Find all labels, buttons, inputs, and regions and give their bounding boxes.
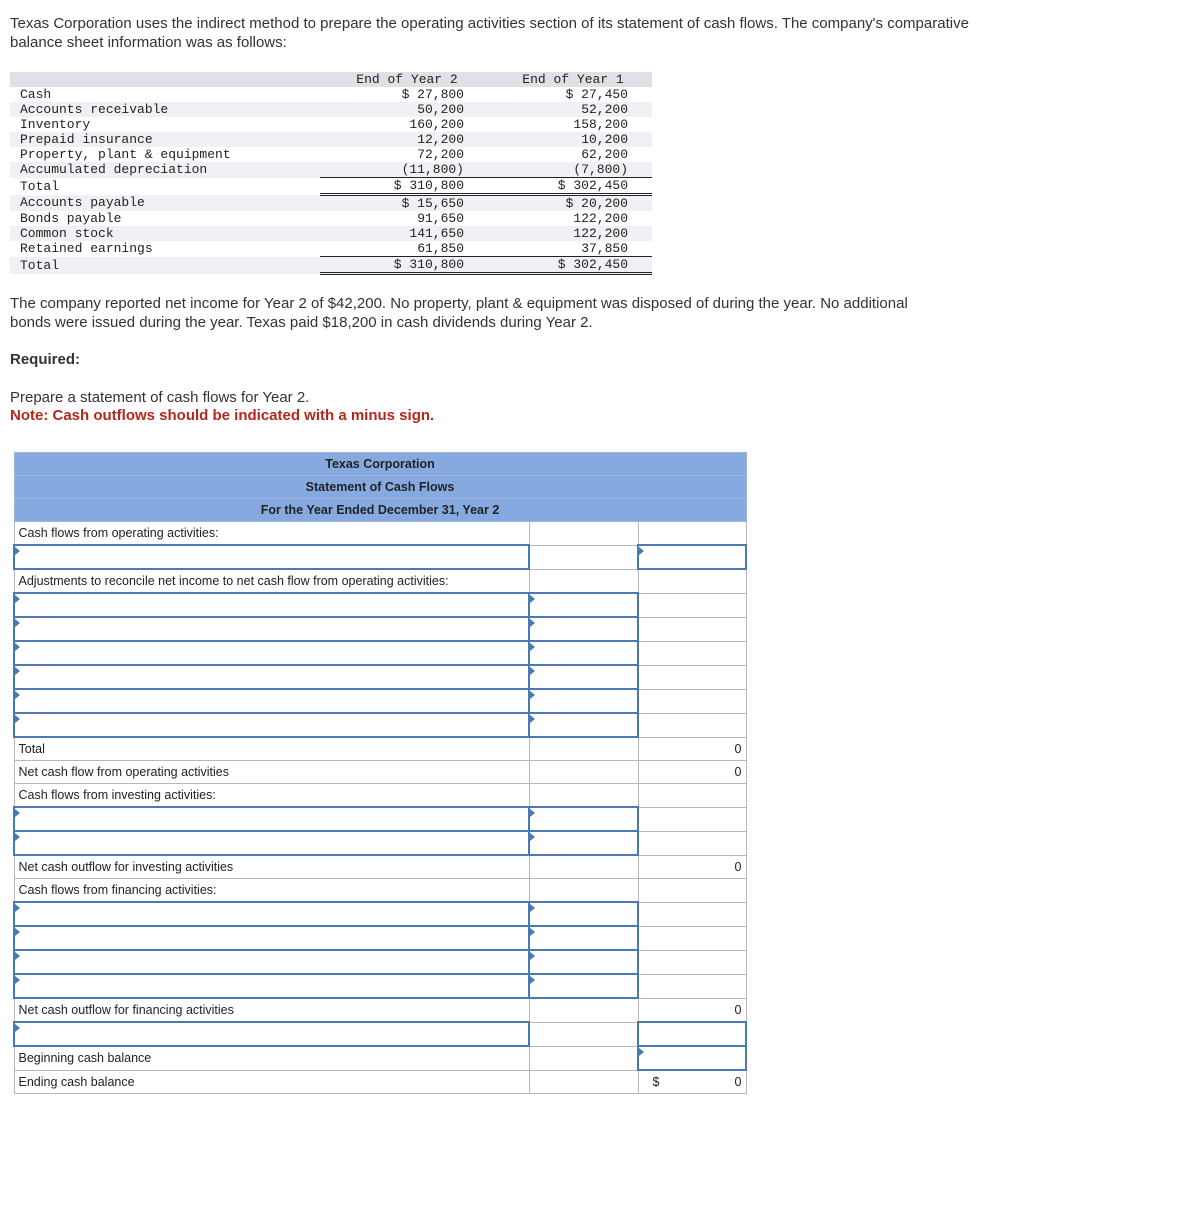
investing-rows bbox=[14, 807, 746, 855]
balance-sheet-row bbox=[10, 178, 652, 195]
entry-row bbox=[14, 617, 746, 641]
dropdown-arrow-icon bbox=[530, 691, 535, 699]
row-label: Prepaid insurance bbox=[10, 132, 320, 147]
entry-label-input[interactable] bbox=[14, 950, 529, 974]
row-label: Total bbox=[20, 178, 60, 194]
ending-value-cell bbox=[638, 1070, 746, 1094]
entry-label-input[interactable] bbox=[14, 665, 529, 689]
entry-row bbox=[14, 713, 746, 737]
inv-heading-row bbox=[14, 784, 746, 808]
ending-currency: $ bbox=[652, 1075, 660, 1089]
entry-label-input[interactable] bbox=[14, 831, 529, 855]
entry-amount-input[interactable] bbox=[529, 950, 638, 974]
year2-value: $ 310,800 bbox=[320, 178, 484, 195]
year2-value: 141,650 bbox=[320, 226, 484, 241]
total-value: 0 bbox=[638, 737, 746, 761]
ending-value: 0 bbox=[734, 1075, 742, 1089]
balance-sheet-row bbox=[10, 132, 652, 147]
year2-value: 12,200 bbox=[320, 132, 484, 147]
dropdown-arrow-icon bbox=[15, 547, 20, 555]
net-fin-label: Net cash outflow for financing activities bbox=[14, 998, 529, 1022]
ending-row bbox=[14, 1070, 746, 1094]
dropdown-arrow-icon bbox=[530, 976, 535, 984]
entry-label-input[interactable] bbox=[14, 974, 529, 998]
year2-value: (11,800) bbox=[320, 162, 484, 178]
fin-heading-row bbox=[14, 879, 746, 903]
entry-amount-input[interactable] bbox=[529, 831, 638, 855]
net-fin-value: 0 bbox=[638, 998, 746, 1022]
entry-label-input[interactable] bbox=[14, 926, 529, 950]
inv-heading: Cash flows from investing activities: bbox=[14, 784, 529, 808]
dropdown-arrow-icon bbox=[639, 547, 644, 555]
net-op-label: Net cash flow from operating activities bbox=[14, 761, 529, 784]
dropdown-arrow-icon bbox=[15, 643, 20, 651]
dropdown-arrow-icon bbox=[530, 619, 535, 627]
year1-value: $ 302,450 bbox=[484, 257, 652, 274]
entry-amount-input[interactable] bbox=[529, 617, 638, 641]
total-label: Total bbox=[14, 737, 529, 761]
balance-sheet-row bbox=[10, 241, 652, 257]
year1-value: 37,850 bbox=[484, 241, 652, 257]
dropdown-arrow-icon bbox=[15, 691, 20, 699]
note-text: Note: Cash outflows should be indicated with a minus sign. bbox=[10, 407, 435, 424]
balance-sheet-row bbox=[10, 195, 652, 212]
ending-label: Ending cash balance bbox=[14, 1070, 529, 1094]
net-op-row bbox=[14, 761, 746, 784]
entry-amount-input[interactable] bbox=[529, 902, 638, 926]
entry-label-input[interactable] bbox=[14, 807, 529, 831]
entry-row bbox=[14, 902, 746, 926]
beginning-amount-input[interactable] bbox=[638, 1046, 746, 1070]
dropdown-arrow-icon bbox=[15, 833, 20, 841]
entry-amount-input[interactable] bbox=[529, 807, 638, 831]
balance-sheet-table bbox=[10, 72, 652, 275]
net-inv-value: 0 bbox=[638, 855, 746, 879]
dropdown-arrow-icon bbox=[15, 809, 20, 817]
net-change-amount-input[interactable] bbox=[638, 1022, 746, 1046]
row-label: Total bbox=[10, 257, 320, 274]
col-year1-header: End of Year 1 bbox=[484, 72, 652, 87]
net-income-row bbox=[14, 545, 746, 569]
op-heading-row bbox=[14, 522, 746, 546]
year1-value: 62,200 bbox=[581, 147, 628, 162]
dropdown-arrow-icon bbox=[530, 952, 535, 960]
net-op-value: 0 bbox=[638, 761, 746, 784]
row-label: Inventory bbox=[20, 117, 91, 132]
net-fin-row bbox=[14, 998, 746, 1022]
entry-row bbox=[14, 950, 746, 974]
entry-row bbox=[14, 641, 746, 665]
dropdown-arrow-icon bbox=[530, 904, 535, 912]
balance-sheet-row bbox=[10, 87, 652, 102]
entry-label-input[interactable] bbox=[14, 617, 529, 641]
year1-value: $ 20,200 bbox=[484, 195, 652, 212]
op-heading: Cash flows from operating activities: bbox=[14, 522, 529, 546]
required-heading: Required: bbox=[10, 351, 81, 368]
dropdown-arrow-icon bbox=[15, 667, 20, 675]
statement-title: Statement of Cash Flows bbox=[14, 476, 746, 499]
row-label: Accumulated depreciation bbox=[10, 162, 320, 178]
dropdown-arrow-icon bbox=[15, 976, 20, 984]
statement-period: For the Year Ended December 31, Year 2 bbox=[14, 499, 746, 522]
total-row bbox=[14, 737, 746, 761]
dropdown-arrow-icon bbox=[15, 1024, 20, 1032]
net-income-amount-input[interactable] bbox=[638, 545, 746, 569]
entry-label-input[interactable] bbox=[14, 689, 529, 713]
dropdown-arrow-icon bbox=[15, 952, 20, 960]
beginning-row bbox=[14, 1046, 746, 1070]
task-instruction: Prepare a statement of cash flows for Year 2. bbox=[10, 389, 310, 406]
balance-sheet-row bbox=[10, 102, 652, 117]
entry-row bbox=[14, 665, 746, 689]
intro-text: Texas Corporation uses the indirect method to prepare the operating activities section of its statement of cash flows. The company's comparative balance sheet information was as follows: bbox=[10, 15, 969, 51]
adj-heading: Adjustments to reconcile net income to net cash flow from operating activities: bbox=[14, 569, 529, 593]
row-label: Property, plant & equipment bbox=[20, 147, 231, 162]
net-income-label-input[interactable] bbox=[14, 545, 529, 569]
entry-amount-input[interactable] bbox=[529, 713, 638, 737]
dropdown-arrow-icon bbox=[15, 715, 20, 723]
problem-paragraph: The company reported net income for Year 2 of $42,200. No property, plant & equipment was disposed of during the year. No additional bonds were issued during the year. Texas paid $18,200 in cash dividends during Year 2. bbox=[10, 295, 908, 331]
balance-sheet-row bbox=[10, 162, 652, 178]
dropdown-arrow-icon bbox=[530, 595, 535, 603]
year2-value: $ 27,800 bbox=[401, 87, 464, 102]
balance-sheet-row bbox=[10, 147, 652, 162]
dropdown-arrow-icon bbox=[15, 904, 20, 912]
balance-sheet-row bbox=[10, 257, 652, 274]
cash-flow-statement bbox=[13, 452, 747, 1094]
dropdown-arrow-icon bbox=[530, 809, 535, 817]
task-text bbox=[10, 389, 434, 425]
row-label: Accounts receivable bbox=[10, 102, 320, 117]
statement-company: Texas Corporation bbox=[14, 453, 746, 476]
entry-label-input[interactable] bbox=[14, 593, 529, 617]
dropdown-arrow-icon bbox=[15, 928, 20, 936]
dropdown-arrow-icon bbox=[530, 715, 535, 723]
year2-value: 50,200 bbox=[320, 102, 484, 117]
entry-row bbox=[14, 689, 746, 713]
dropdown-arrow-icon bbox=[530, 928, 535, 936]
net-inv-row bbox=[14, 855, 746, 879]
year1-value: $ 302,450 bbox=[484, 178, 652, 195]
dropdown-arrow-icon bbox=[530, 667, 535, 675]
balance-sheet-row bbox=[10, 226, 652, 241]
entry-row bbox=[14, 974, 746, 998]
balance-sheet-row bbox=[10, 211, 652, 226]
dropdown-arrow-icon bbox=[639, 1048, 644, 1056]
adjustment-rows bbox=[14, 593, 746, 737]
year1-value: $ 27,450 bbox=[565, 87, 628, 102]
dropdown-arrow-icon bbox=[530, 643, 535, 651]
adj-heading-row bbox=[14, 569, 746, 593]
year2-value: 72,200 bbox=[417, 147, 464, 162]
year2-value: 61,850 bbox=[320, 241, 484, 257]
dropdown-arrow-icon bbox=[15, 595, 20, 603]
balance-sheet-row bbox=[10, 117, 652, 132]
row-label: Accounts payable bbox=[10, 195, 320, 212]
year1-value: 158,200 bbox=[573, 117, 628, 132]
financing-rows bbox=[14, 902, 746, 998]
row-label: Cash bbox=[20, 87, 52, 102]
entry-amount-input[interactable] bbox=[529, 974, 638, 998]
net-change-row bbox=[14, 1022, 746, 1046]
year2-value: 160,200 bbox=[409, 117, 464, 132]
entry-row bbox=[14, 807, 746, 831]
entry-amount-input[interactable] bbox=[529, 689, 638, 713]
entry-row bbox=[14, 831, 746, 855]
entry-amount-input[interactable] bbox=[529, 641, 638, 665]
net-inv-label: Net cash outflow for investing activities bbox=[14, 855, 529, 879]
col-year2-header: End of Year 2 bbox=[320, 72, 484, 87]
entry-row bbox=[14, 593, 746, 617]
row-label: Bonds payable bbox=[20, 211, 122, 226]
entry-amount-input[interactable] bbox=[529, 665, 638, 689]
row-label: Common stock bbox=[10, 226, 320, 241]
entry-label-input[interactable] bbox=[14, 713, 529, 737]
entry-row bbox=[14, 926, 746, 950]
dropdown-arrow-icon bbox=[15, 619, 20, 627]
net-change-label-input[interactable] bbox=[14, 1022, 529, 1046]
year1-value: 122,200 bbox=[573, 211, 628, 226]
year1-value: 122,200 bbox=[484, 226, 652, 241]
entry-label-input[interactable] bbox=[14, 641, 529, 665]
year1-value: 52,200 bbox=[484, 102, 652, 117]
dropdown-arrow-icon bbox=[530, 833, 535, 841]
year2-value: 91,650 bbox=[417, 211, 464, 226]
year2-value: $ 310,800 bbox=[320, 257, 484, 274]
year1-value: (7,800) bbox=[484, 162, 652, 178]
row-label: Retained earnings bbox=[20, 241, 153, 257]
beginning-label: Beginning cash balance bbox=[14, 1046, 529, 1070]
year2-value: $ 15,650 bbox=[320, 195, 484, 212]
year1-value: 10,200 bbox=[484, 132, 652, 147]
entry-amount-input[interactable] bbox=[529, 593, 638, 617]
fin-heading: Cash flows from financing activities: bbox=[14, 879, 529, 903]
entry-label-input[interactable] bbox=[14, 902, 529, 926]
entry-amount-input[interactable] bbox=[529, 926, 638, 950]
